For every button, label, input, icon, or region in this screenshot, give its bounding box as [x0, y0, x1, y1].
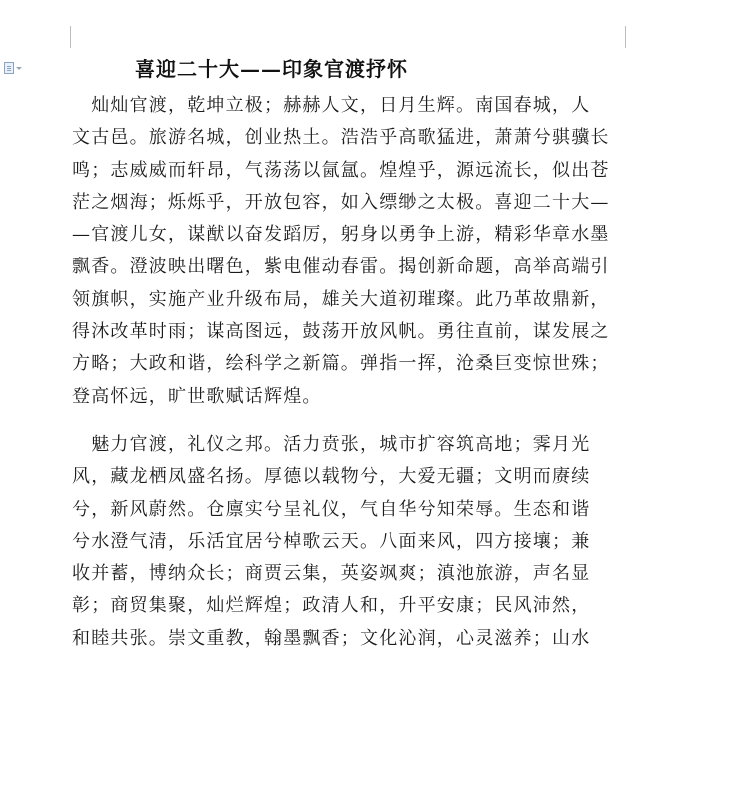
- dropdown-caret-icon: [16, 67, 22, 70]
- paragraph-line: 鸣；志威威而轩昂，气荡荡以氤氲。煌煌乎，源远流长，似出苍: [72, 159, 610, 181]
- paragraph-line: 收并蓄，博纳众长；商贾云集，英姿飒爽；滇池旅游，声名显: [72, 563, 591, 585]
- paragraph-line: 风，藏龙栖凤盛名扬。厚德以载物兮，大爱无疆；文明而赓续: [72, 466, 591, 488]
- document-menu-icon[interactable]: [4, 61, 28, 75]
- paragraph-line: 登高怀远，旷世歌赋话辉煌。: [72, 385, 322, 407]
- paragraph-line: 飘香。澄波映出曙色，紫电催动春雷。揭创新命题，高举高端引: [72, 256, 610, 278]
- paragraph-line: 灿灿官渡，乾坤立极；赫赫人文，日月生辉。南国春城，人: [72, 95, 591, 116]
- paragraph-line: 魅力官渡，礼仪之邦。活力贲张，城市扩容筑高地；霁月光: [72, 433, 591, 455]
- paragraph-line: 茫之烟海；烁烁乎，开放包容，如入缥缈之太极。喜迎二十大—: [72, 191, 610, 213]
- document-title: 喜迎二十大——印象官渡抒怀: [135, 57, 408, 81]
- paragraph-line: 兮水澄气清，乐活宜居兮棹歌云天。八面来风，四方接壤；兼: [72, 530, 591, 552]
- margin-corner-mark-right: [625, 26, 626, 48]
- paragraph-line: 领旗帜，实施产业升级布局，雄关大道初璀璨。此乃革故鼎新，: [72, 288, 610, 310]
- paragraph-line: 和睦共张。崇文重教，翰墨飘香；文化沁润，心灵滋养；山水: [72, 627, 591, 649]
- paragraph-1: [72, 90, 628, 413]
- paragraph-line: —官渡儿女，谋猷以奋发蹈厉，躬身以勇争上游，精彩华章水墨: [72, 224, 610, 246]
- paragraph-line: 文古邑。旅游名城，创业热土。浩浩乎高歌猛进，萧萧兮骐骥长: [72, 127, 610, 149]
- paragraph-spacing: [72, 413, 628, 429]
- paragraph-line: 兮，新风蔚然。仓廪实兮呈礼仪，气自华兮知荣辱。生态和谐: [72, 498, 591, 520]
- paragraph-line: 方略；大政和谐，绘科学之新篇。弹指一挥，沧桑巨变惊世殊；: [72, 353, 610, 375]
- document-body: [72, 90, 628, 655]
- margin-corner-mark-left: [70, 26, 71, 48]
- paragraph-line: 彰；商贸集聚，灿烂辉煌；政清人和，升平安康；民风沛然，: [72, 595, 591, 617]
- document-sheet-icon: [4, 62, 14, 74]
- paragraph-2: [72, 429, 628, 655]
- paragraph-line: 得沐改革时雨；谋高图远，鼓荡开放风帆。勇往直前，谋发展之: [72, 321, 610, 343]
